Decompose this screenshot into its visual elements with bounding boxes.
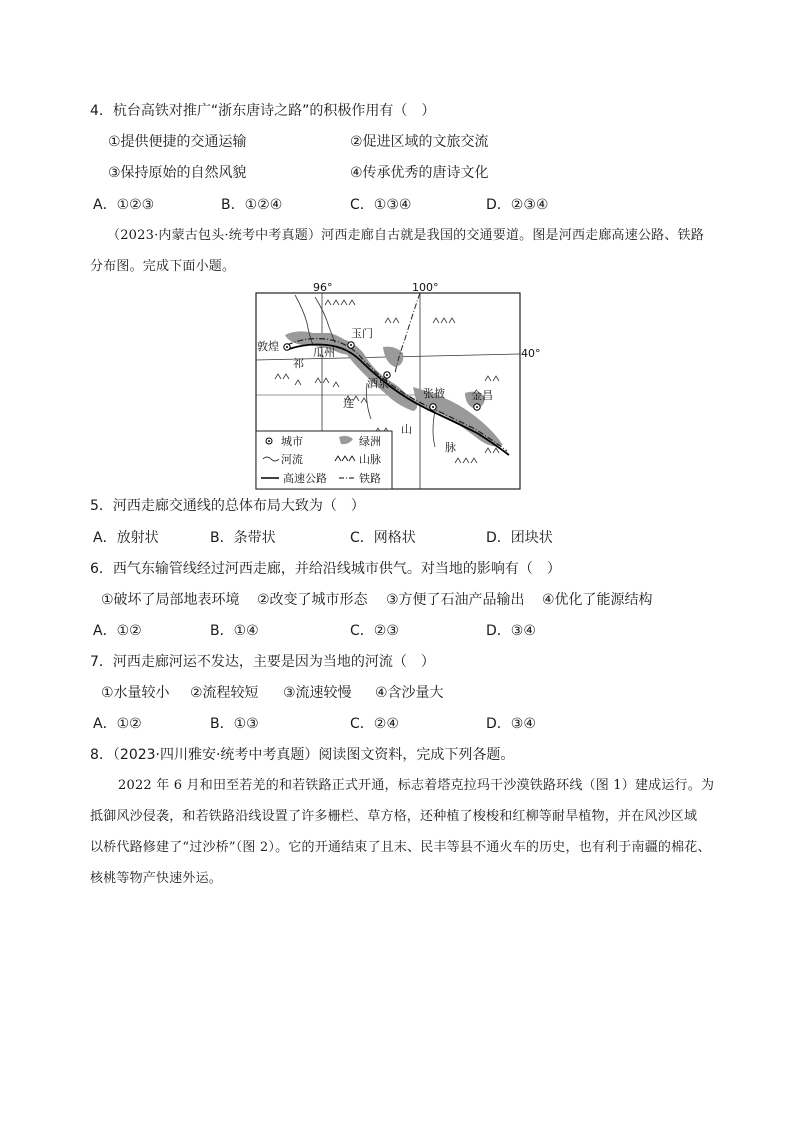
label-lian: 连 (343, 397, 354, 410)
city-jinchang (474, 404, 480, 410)
label-jinchang: 金昌 (471, 389, 493, 402)
q5-stem: 5．河西走廊交通线的总体布局大致为（ ） (90, 498, 365, 514)
q6-item-4: ④优化了能源结构 (542, 592, 653, 608)
q7-choice-d[interactable]: D．③④ (486, 716, 536, 732)
q6-choice-d[interactable]: D．③④ (486, 623, 536, 639)
label-zhangye: 张掖 (423, 387, 445, 400)
hexi-corridor-map (255, 281, 541, 495)
q8-para-line-3: 以桥代路修建了“过沙桥”（图 2）。它的开通结束了且末、民丰等县不通火车的历史，也有利于南疆的棉花、 (90, 840, 711, 855)
city-dunhuang (284, 344, 290, 350)
q7-choice-c[interactable]: C．②④ (350, 716, 399, 732)
q4-item-4: ④传承优秀的唐诗文化 (350, 165, 489, 181)
legend-railway: 铁路 (359, 472, 381, 485)
lon-label-100: 100° (412, 281, 439, 294)
q4-item-2: ②促进区域的文旅交流 (350, 134, 489, 150)
q6-item-1: ①破坏了局部地表环境 (101, 592, 240, 608)
q4-item-3: ③保持原始的自然风貌 (108, 165, 247, 181)
q7-item-3: ③流速较慢 (283, 685, 352, 701)
q4-choice-c[interactable]: C．①③④ (350, 197, 412, 213)
label-yumen: 玉门 (351, 327, 373, 340)
q7-stem: 7．河西走廊河运不发达，主要是因为当地的河流（ ） (90, 654, 435, 670)
q6-choice-c[interactable]: C．②③ (350, 623, 399, 639)
map-legend (256, 431, 392, 489)
lat-label-40: 40° (521, 347, 541, 360)
label-qi: 祁 (293, 357, 304, 370)
legend-highway: 高速公路 (283, 472, 327, 485)
q8-para-line-1: 2022 年 6 月和田至若羌的和若铁路正式开通，标志着塔克拉玛干沙漠铁路环线（图 1）建成运行。为 (118, 778, 715, 793)
q6-item-2: ②改变了城市形态 (257, 592, 368, 608)
q5-choice-a[interactable]: A．放射状 (93, 530, 159, 546)
q7-choice-b[interactable]: B．①③ (210, 716, 259, 732)
q6-item-3: ③方便了石油产品输出 (386, 592, 525, 608)
q7-choice-a[interactable]: A．①② (93, 716, 142, 732)
q7-item-2: ②流程较短 (190, 685, 259, 701)
legend-city: 城市 (281, 435, 303, 448)
label-dunhuang: 敦煌 (257, 340, 279, 353)
q5-choice-b[interactable]: B．条带状 (210, 530, 276, 546)
legend-mountain: 山脉 (359, 453, 381, 466)
city-zhangye (430, 404, 436, 410)
label-guazhou: 瓜州 (313, 346, 335, 359)
q6-choice-b[interactable]: B．①④ (210, 623, 259, 639)
q6-stem: 6．西气东输管线经过河西走廊，并给沿线城市供气。对当地的影响有（ ） (90, 561, 561, 577)
q7-item-4: ④含沙量大 (375, 685, 444, 701)
legend-river: 河流 (281, 453, 303, 466)
intro-line-2: 分布图。完成下面小题。 (90, 259, 236, 274)
q4-choice-d[interactable]: D．②③④ (486, 197, 549, 213)
q5-choice-c[interactable]: C．网格状 (350, 530, 416, 546)
label-shan: 山 (401, 423, 412, 436)
q8-para-line-4: 核桃等物产快速外运。 (90, 871, 223, 886)
q6-choice-a[interactable]: A．①② (93, 623, 142, 639)
q7-item-1: ①水量较小 (101, 685, 170, 701)
q8-para-line-2: 抵御风沙侵袭，和若铁路沿线设置了许多栅栏、草方格，还种植了梭梭和红柳等耐旱植物，并在风沙区域 (90, 809, 698, 824)
lon-label-96: 96° (313, 281, 333, 294)
label-jiuquan: 酒泉 (367, 377, 389, 390)
legend-oasis: 绿洲 (359, 435, 381, 448)
q4-stem: 4．杭台高铁对推广“浙东唐诗之路”的积极作用有（ ） (90, 103, 436, 119)
q5-choice-d[interactable]: D．团块状 (486, 530, 553, 546)
q4-choice-a[interactable]: A．①②③ (93, 197, 155, 213)
label-mai: 脉 (445, 441, 456, 454)
city-yumen (348, 342, 354, 348)
q8-stem: 8．（2023·四川雅安·统考中考真题）阅读图文资料，完成下列各题。 (90, 747, 515, 763)
q4-item-1: ①提供便捷的交通运输 (108, 134, 247, 150)
q4-choice-b[interactable]: B．①②④ (221, 197, 283, 213)
intro-line-1: （2023·内蒙古包头·统考中考真题）河西走廊自古就是我国的交通要道。图是河西走廊高速公路、铁路 (107, 228, 704, 243)
